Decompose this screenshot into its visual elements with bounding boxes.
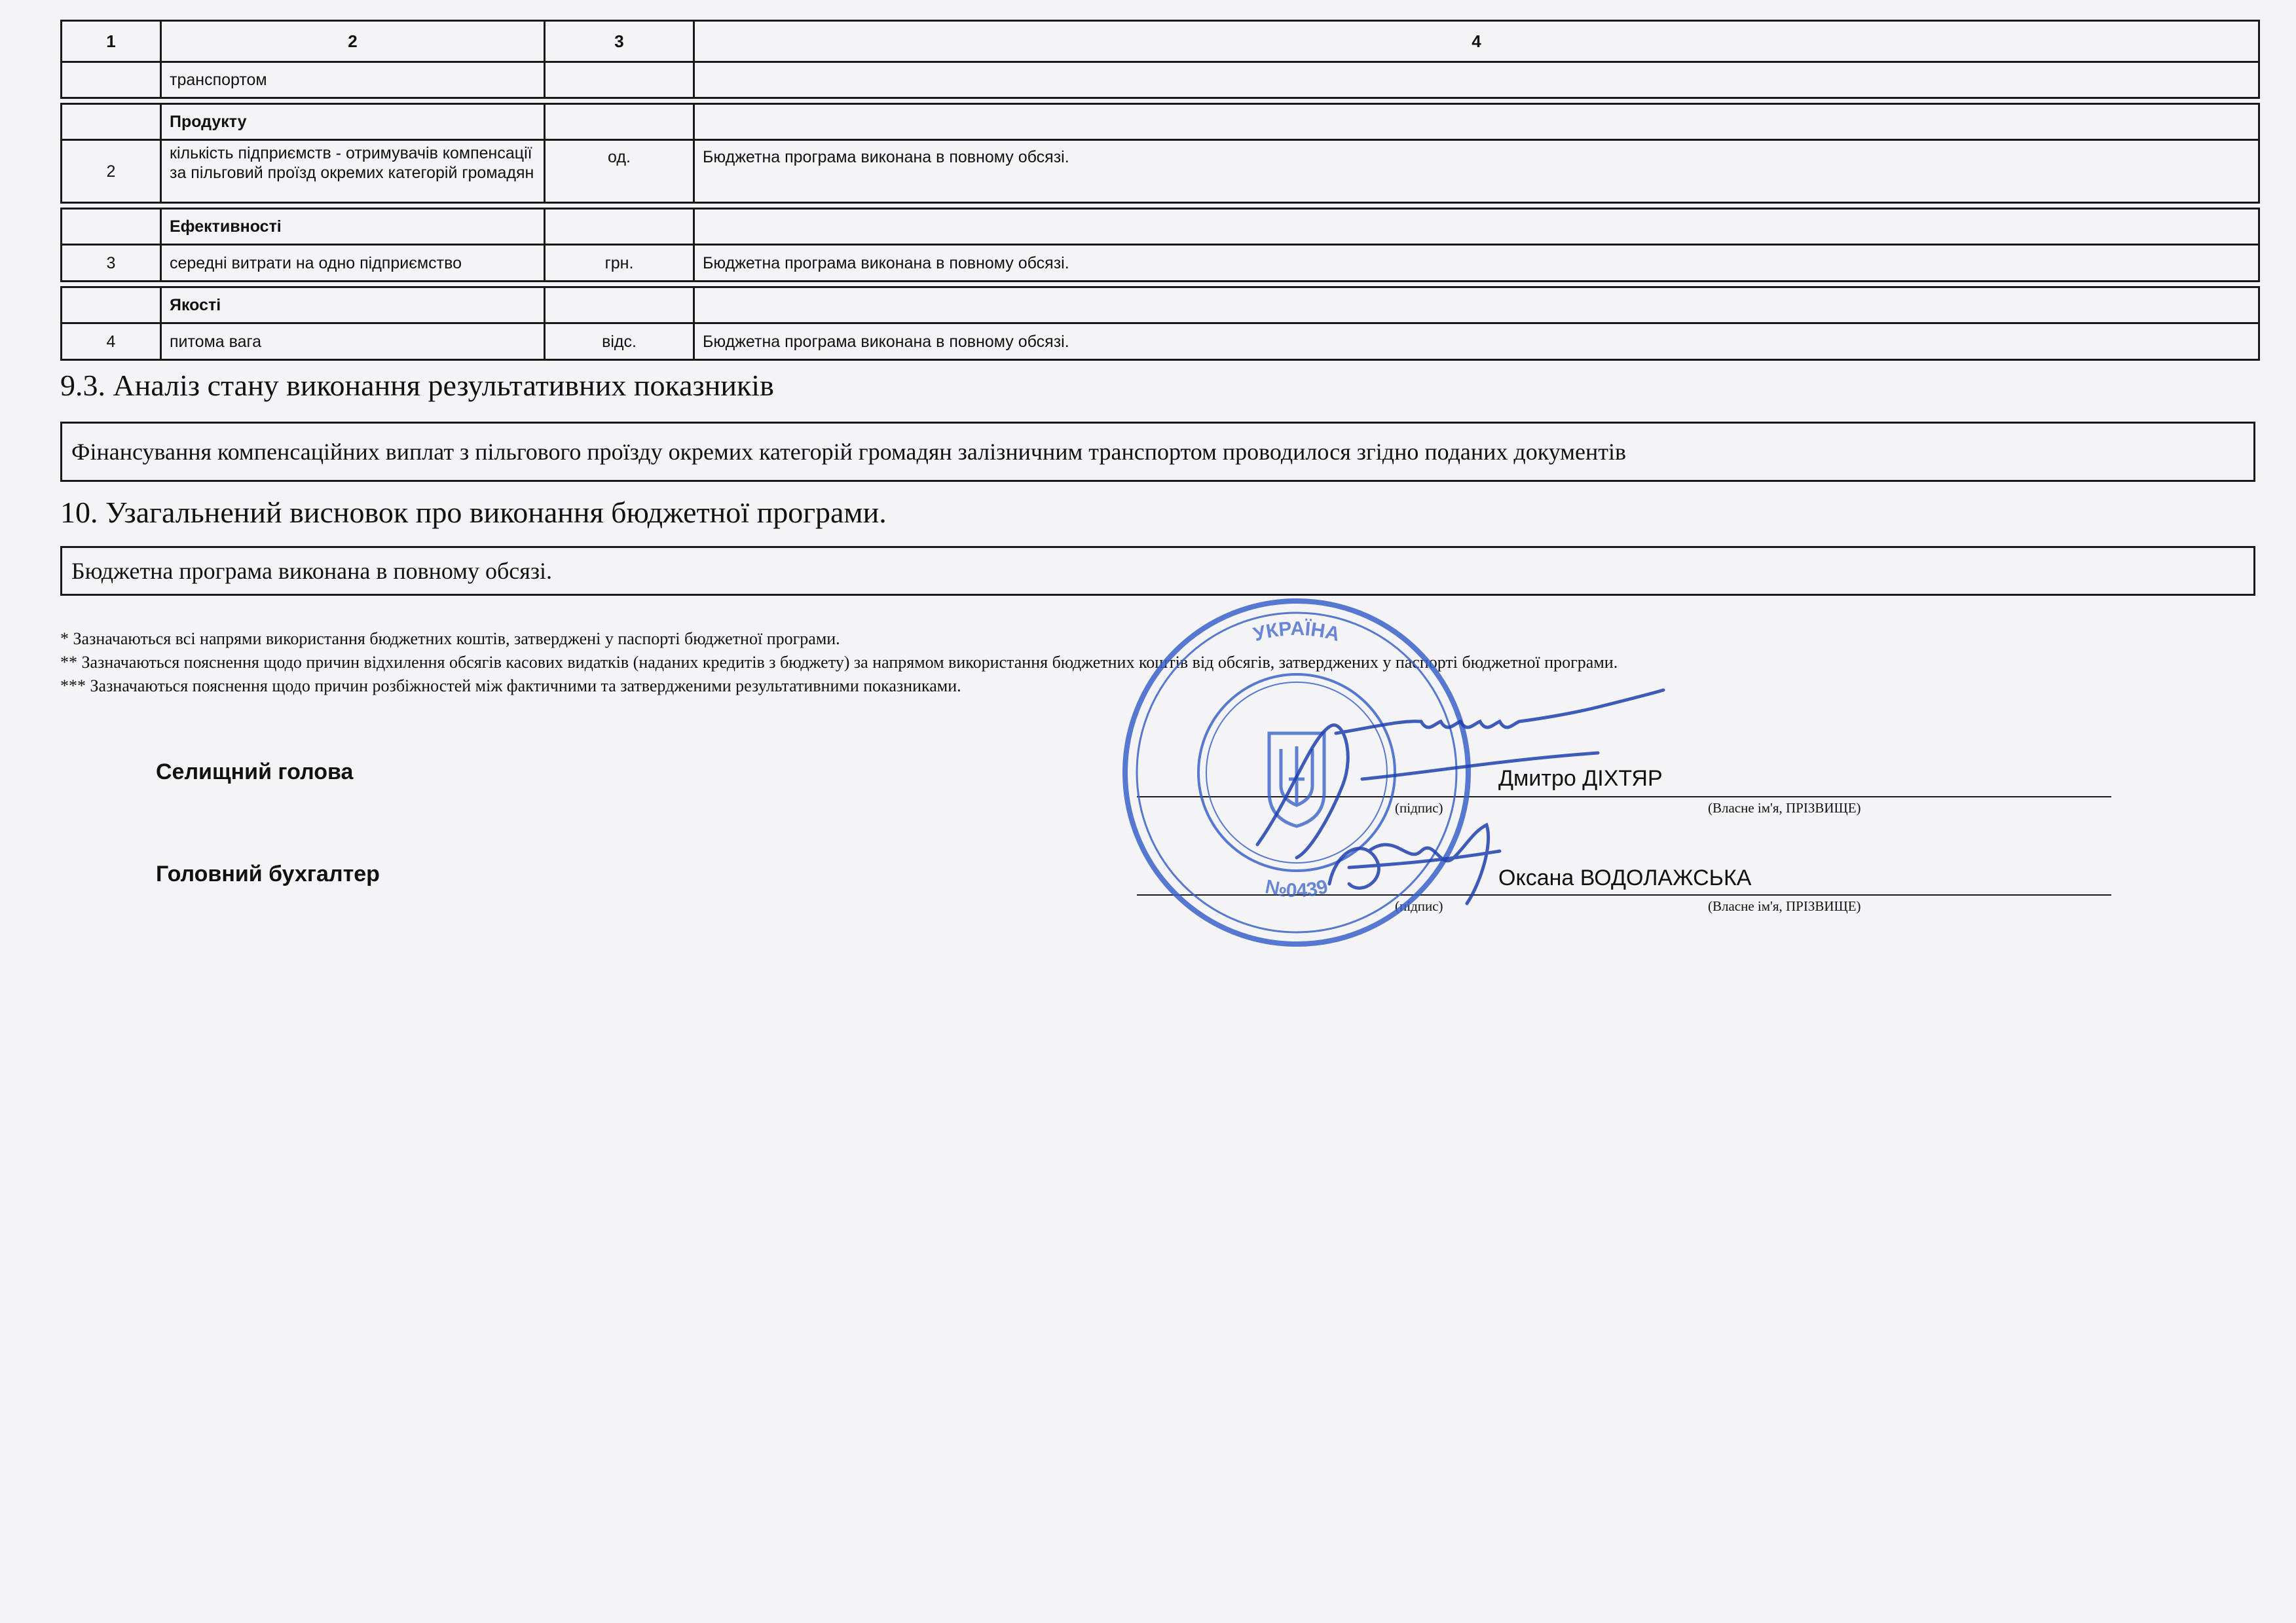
group-row bbox=[62, 209, 2259, 245]
signer-name: Оксана ВОДОЛАЖСЬКА bbox=[1498, 866, 1752, 890]
name-caption: (Власне ім'я, ПРІЗВИЩЕ) bbox=[1708, 898, 1861, 914]
indicator-result: Бюджетна програма виконана в повному обсязі. bbox=[694, 245, 2259, 282]
group-title: Якості bbox=[161, 287, 545, 323]
section-10-title: 10. Узагальнений висновок про виконання бюджетної програми. bbox=[60, 496, 887, 529]
table-header-row bbox=[62, 21, 2259, 62]
section-9-3-text: Фінансування компенсаційних виплат з пільгового проїзду окремих категорій громадян залізничним транспортом проводилося згідно поданих документів bbox=[71, 439, 1627, 465]
indicator-name: питома вага bbox=[161, 323, 545, 360]
header-col-2: 2 bbox=[161, 21, 545, 62]
indicator-unit: грн. bbox=[545, 245, 694, 282]
table-row bbox=[62, 323, 2259, 360]
name-caption: (Власне ім'я, ПРІЗВИЩЕ) bbox=[1708, 800, 1861, 816]
indicator-name: кількість підприємств - отримувачів компенсації за пільговий проїзд окремих категорій громадян bbox=[161, 140, 545, 203]
indicator-unit: відс. bbox=[545, 323, 694, 360]
indicator-result: Бюджетна програма виконана в повному обсязі. bbox=[694, 140, 2259, 203]
svg-text:УКРАЇНА bbox=[1251, 618, 1342, 646]
signature-accountant bbox=[1310, 805, 1519, 917]
header-col-1: 1 bbox=[62, 21, 161, 62]
footnote: *** Зазначаються пояснення щодо причин розбіжностей між фактичними та затвердженими результативними показниками. bbox=[60, 676, 961, 695]
signer-role-accountant: Головний бухгалтер bbox=[156, 862, 380, 886]
footnote: ** Зазначаються пояснення щодо причин відхилення обсягів касових видатків (наданих кредитів з бюджету) за напрямом використання бюджетних коштів від обсягів, затверджених у паспорті бюджетної програми. bbox=[60, 653, 1618, 672]
header-col-4: 4 bbox=[694, 21, 2259, 62]
group-row bbox=[62, 287, 2259, 323]
table-row bbox=[62, 62, 2259, 98]
section-9-3-box bbox=[60, 422, 2255, 482]
table-row bbox=[62, 140, 2259, 203]
footnote: * Зазначаються всі напрями використання бюджетних коштів, затверджені у паспорті бюджетної програми. bbox=[60, 629, 840, 648]
section-9-3-title: 9.3. Аналіз стану виконання результативних показників bbox=[60, 369, 774, 402]
stamp-ring-text: УКРАЇНА bbox=[1251, 617, 1342, 646]
group-title: Продукту bbox=[161, 104, 545, 140]
signature-caption: (підпис) bbox=[1395, 800, 1443, 816]
row-number: 4 bbox=[62, 323, 161, 360]
row-number: 3 bbox=[62, 245, 161, 282]
section-10-box bbox=[60, 546, 2255, 596]
signature-caption: (підпис) bbox=[1395, 898, 1443, 914]
header-col-3: 3 bbox=[545, 21, 694, 62]
group-title: Ефективності bbox=[161, 209, 545, 245]
indicators-table bbox=[60, 20, 2260, 361]
section-10-text: Бюджетна програма виконана в повному обсязі. bbox=[71, 558, 553, 584]
stamp-number-text: №0439 bbox=[1263, 875, 1331, 902]
indicator-unit: од. bbox=[545, 140, 694, 203]
group-row bbox=[62, 104, 2259, 140]
signer-role-head: Селищний голова bbox=[156, 759, 354, 784]
row-number: 2 bbox=[62, 140, 161, 203]
indicator-result: Бюджетна програма виконана в повному обсязі. bbox=[694, 323, 2259, 360]
continuation-cell: транспортом bbox=[161, 62, 545, 98]
signer-name: Дмитро ДІХТЯР bbox=[1498, 766, 1663, 791]
indicator-name: середні витрати на одно підприємство bbox=[161, 245, 545, 282]
table-row bbox=[62, 245, 2259, 282]
